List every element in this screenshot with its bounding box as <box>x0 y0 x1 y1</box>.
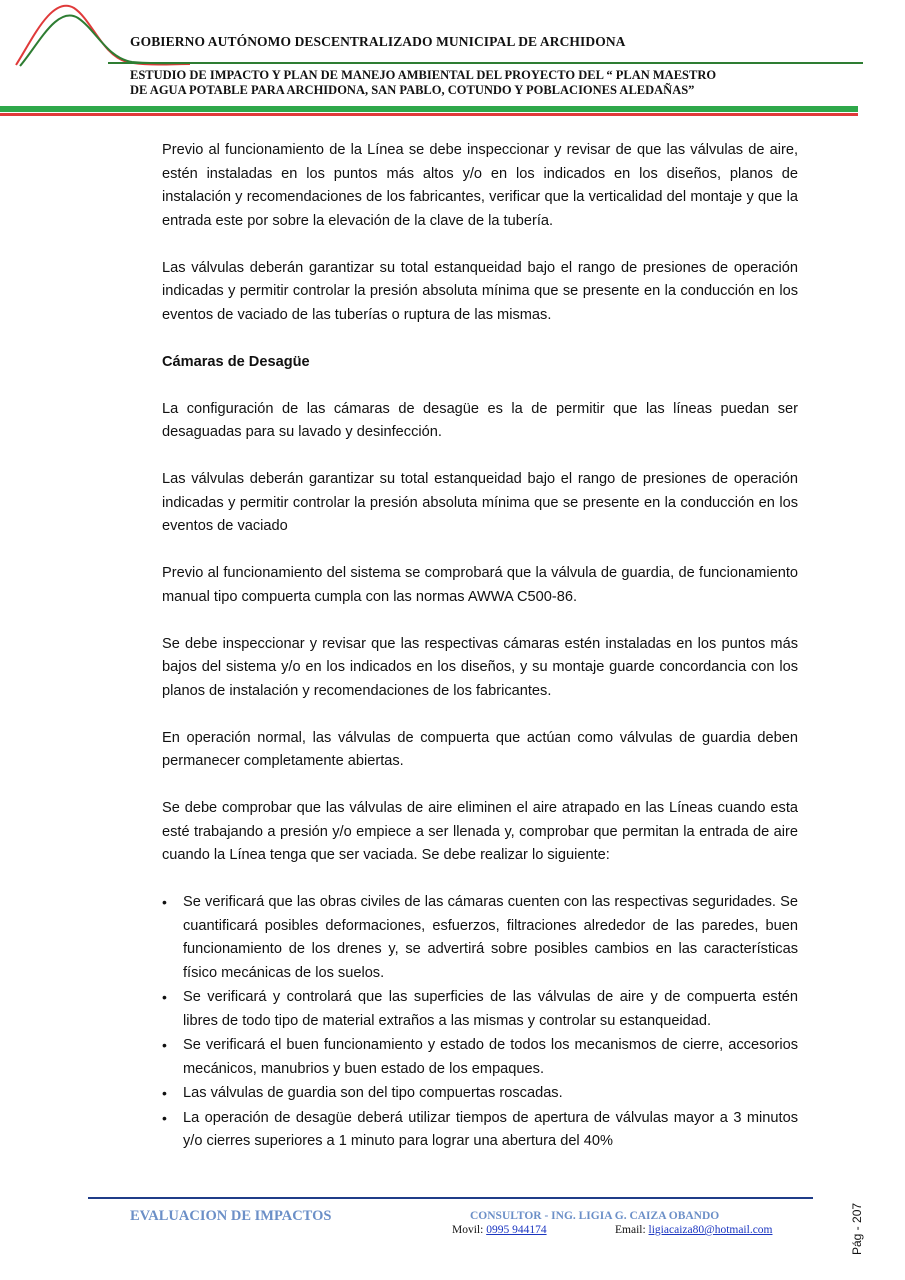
footer-consultor: CONSULTOR - ING. LIGIA G. CAIZA OBANDO <box>470 1210 720 1222</box>
page-number: Pág - 207 <box>850 1202 864 1255</box>
list-item <box>162 986 798 1033</box>
list-item-text: Las válvulas de guardia son del tipo compuertas roscadas. <box>183 1085 563 1101</box>
paragraph: Se debe comprobar que las válvulas de aire eliminen el aire atrapado en las Líneas cuando esta esté trabajando a presión y/o empiece a ser llenada y, comprobar que permitan la entrada de aire cuando la Línea tenga que ser vaciada. Se debe realizar lo siguiente: <box>162 800 798 863</box>
phone-label: Movil: <box>452 1224 484 1236</box>
footer-phone <box>452 1224 547 1236</box>
bullet-icon: • <box>162 1109 167 1126</box>
bullet-icon: • <box>162 1037 167 1053</box>
phone-link[interactable]: 0995 944174 <box>486 1224 547 1236</box>
paragraph: Previo al funcionamiento de la Línea se debe inspeccionar y revisar de que las válvulas de aire, estén instaladas en los puntos más altos y/o en los indicados en los diseños, planos de instalación y recomendaciones de los fabricantes, verificar que la verticalidad del montaje y que la entrada este por sobre la elevación de la clave de la tubería. <box>162 142 798 229</box>
list-item-text: Se verificará y controlará que las superficies de las válvulas de aire y de compuerta estén libres de todo tipo de material extraños a las mismas y controlar su estanqueidad. <box>183 989 798 1029</box>
list-item-text: Se verificará el buen funcionamiento y estado de todos los mecanismos de cierre, accesorios mecánicos, manubrios y buen estado de los empaques. <box>183 1037 798 1077</box>
header-subtitle-line2: DE AGUA POTABLE PARA ARCHIDONA, SAN PABLO, COTUNDO Y POBLACIONES ALEDAÑAS” <box>130 83 695 97</box>
email-label: Email: <box>615 1224 646 1236</box>
header-divider <box>108 62 863 64</box>
footer-section-title: EVALUACION DE IMPACTOS <box>130 1208 332 1224</box>
header-subtitle-line1: ESTUDIO DE IMPACTO Y PLAN DE MANEJO AMBIENTAL DEL PROYECTO DEL “ PLAN MAESTRO <box>130 68 717 82</box>
header-subtitle <box>130 68 830 98</box>
paragraph: Previo al funcionamiento del sistema se comprobará que la válvula de guardia, de funcionamiento manual tipo compuerta cumpla con las normas AWWA C500-86. <box>162 565 798 605</box>
section-heading: Cámaras de Desagüe <box>162 353 310 370</box>
list-item <box>162 1082 798 1106</box>
bullet-icon: • <box>162 989 167 1005</box>
paragraph: En operación normal, las válvulas de compuerta que actúan como válvulas de guardia deben permanecer completamente abiertas. <box>162 729 798 769</box>
paragraph: Las válvulas deberán garantizar su total estanqueidad bajo el rango de presiones de operación indicadas y permitir controlar la presión absoluta mínima que se presente en la conducción en los eventos de vaciado de las tuberías o ruptura de las mismas. <box>162 259 798 323</box>
footer-divider <box>88 1197 813 1199</box>
footer-email <box>615 1224 773 1236</box>
list-item-text: Se verificará que las obras civiles de las cámaras cuenten con las respectivas seguridades. Se cuantificará posibles deformaciones, esfuerzos, filtraciones alrededor de las paredes, buen funcionamiento de los drenes y, se advertirá sobre posibles cambios en las características físico mecánicas de los suelos. <box>183 894 798 981</box>
document-body <box>162 139 798 1155</box>
bullet-icon: • <box>162 1085 167 1101</box>
email-link[interactable]: ligiacaiza80@hotmail.com <box>648 1224 773 1236</box>
paragraph: Se debe inspeccionar y revisar que las respectivas cámaras estén instaladas en los puntos más bajos del sistema y/o en los indicados en los diseños, y su montaje guarde concordancia con los planos de instalación y recomendaciones de los fabricantes. <box>162 635 798 699</box>
bullet-icon: • <box>162 894 167 910</box>
paragraph: La configuración de las cámaras de desagüe es la de permitir que las líneas puedan ser desaguadas para su lavado y desinfección. <box>162 400 798 440</box>
list-item-text: La operación de desagüe deberá utilizar tiempos de apertura de válvulas mayor a 3 minutos y/o cierres superiores a 1 minuto para lograr una abertura del 40% <box>183 1109 798 1149</box>
header-band-red <box>0 113 858 116</box>
list-item <box>162 891 798 985</box>
list-item <box>162 1034 798 1081</box>
header-band-green <box>0 106 858 112</box>
list-item <box>162 1107 798 1154</box>
paragraph: Las válvulas deberán garantizar su total estanqueidad bajo el rango de presiones de operación indicadas y permitir controlar la presión absoluta mínima que se presente en la conducción en los eventos de vaciado <box>162 471 798 534</box>
header-title: GOBIERNO AUTÓNOMO DESCENTRALIZADO MUNICIPAL DE ARCHIDONA <box>130 34 626 49</box>
bullet-list <box>162 891 798 1154</box>
